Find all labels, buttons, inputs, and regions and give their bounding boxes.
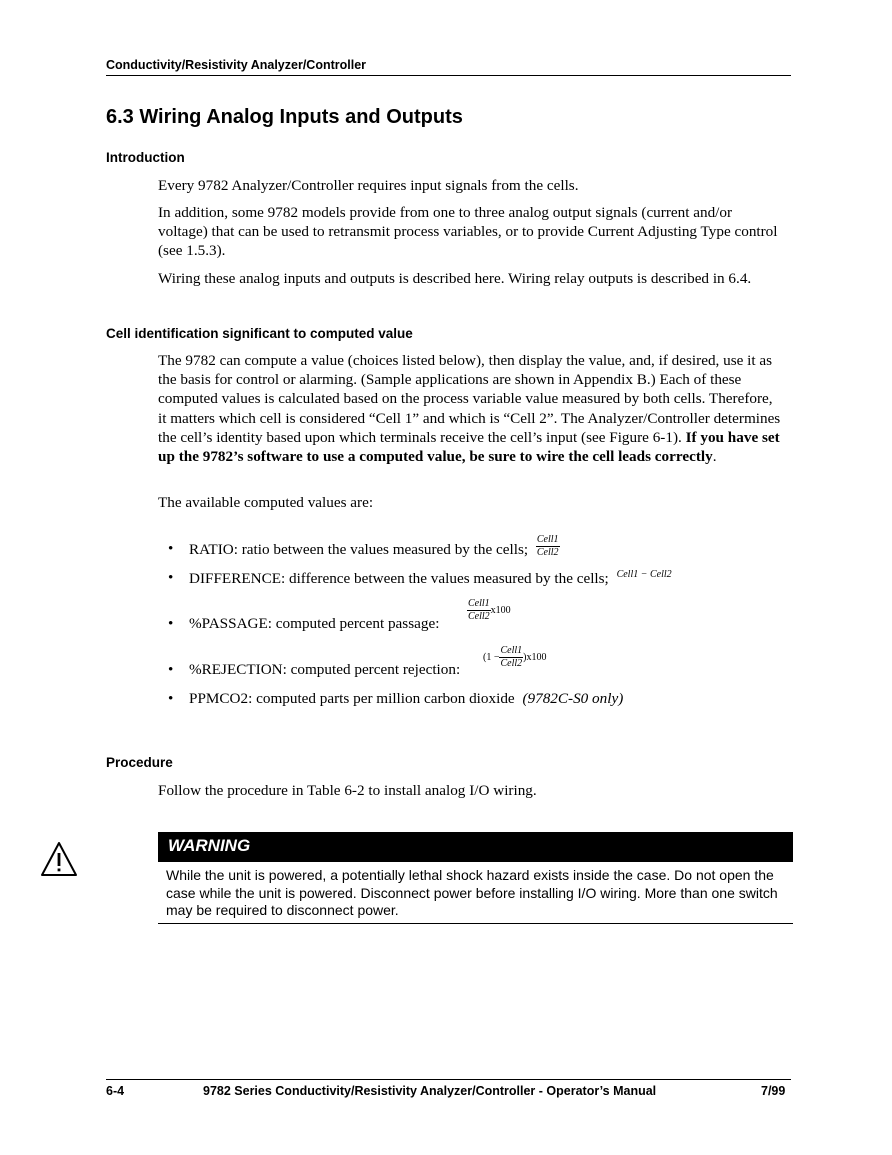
rejection-denominator: Cell2 [500, 658, 523, 669]
ratio-formula [536, 534, 560, 559]
computed-values-intro: The available computed values are: [158, 494, 374, 511]
footer-rule [106, 1079, 791, 1080]
warning-text: While the unit is powered, a potentially lethal shock hazard exists inside the case. Do not open the case while the unit is powered. Disconnect power before installing I/O wiring. More than one switch may be required to disconnect power. [166, 867, 778, 918]
ratio-text: RATIO: ratio between the values measured by the cells; [189, 541, 529, 558]
cell-identification-period: . [712, 448, 717, 466]
ratio-denominator: Cell2 [536, 547, 559, 558]
cell-identification-heading: Cell identification significant to computed value [106, 326, 413, 341]
rejection-text: %REJECTION: computed percent rejection: [189, 661, 461, 678]
bullet-passage: • [168, 615, 174, 632]
intro-paragraph-2: In addition, some 9782 models provide from one to three analog output signals (current and/or voltage) that can be used to retransmit process variables, or to provide Current Adjusting Type control (see 1.5.3). [158, 204, 778, 260]
cell-identification-paragraph [158, 351, 783, 466]
ratio-item [189, 522, 560, 559]
bullet-rejection: • [168, 661, 174, 678]
footer-date: 7/99 [761, 1084, 786, 1098]
rejection-formula [483, 645, 547, 670]
intro-paragraph-3: Wiring these analog inputs and outputs is described here. Wiring relay outputs is described in 6.4. [158, 270, 752, 287]
procedure-paragraph: Follow the procedure in Table 6-2 to install analog I/O wiring. [158, 782, 537, 799]
warning-title-bar [158, 832, 793, 862]
passage-numerator: Cell1 [468, 598, 490, 609]
section-title: 6.3 Wiring Analog Inputs and Outputs [106, 106, 463, 128]
procedure-heading: Procedure [106, 755, 173, 770]
warning-bottom-rule [158, 923, 793, 924]
intro-paragraph-1: Every 9782 Analyzer/Controller requires input signals from the cells. [158, 177, 579, 194]
introduction-heading: Introduction [106, 150, 185, 165]
passage-denominator: Cell2 [468, 611, 490, 622]
difference-item [189, 569, 672, 588]
ratio-numerator: Cell1 [536, 534, 559, 545]
running-header: Conductivity/Resistivity Analyzer/Controller [106, 58, 367, 72]
rejection-multiplier: )x100 [523, 652, 547, 663]
cell-identification-bold-text: If you have set up the 9782’s software to use a computed value, be sure to wire the cell leads correctly [158, 428, 780, 466]
passage-item [189, 615, 439, 633]
ppmco2-note: (9782C-S0 only) [522, 690, 624, 707]
warning-triangle-icon [40, 841, 78, 877]
rejection-fraction [499, 645, 523, 670]
passage-text: %PASSAGE: computed percent passage: [189, 615, 440, 632]
ppmco2-item [189, 690, 623, 708]
footer-manual-title: 9782 Series Conductivity/Resistivity Analyzer/Controller - Operator’s Manual [203, 1084, 657, 1098]
cell-identification-text: The 9782 can compute a value (choices listed below), then display the value, and, if desired, use it as the basis for control or alarming. (Sample applications are shown in Appendix B.) Each of these computed values is calculated based on the process variable value measured by both cells. Therefore, it matters which cell is considered “Cell 1” and which is “Cell 2”. The Analyzer/Controller determines the cell’s identity based upon which terminals receive the cell’s input (see Figure 6-1). [158, 352, 781, 446]
bullet-ppmco2: • [168, 690, 174, 707]
bullet-ratio: • [168, 540, 174, 557]
difference-text: DIFFERENCE: difference between the values measured by the cells; [189, 570, 609, 587]
bullet-difference: • [168, 569, 174, 586]
difference-formula: Cell1 − Cell2 [616, 569, 672, 580]
warning-title: WARNING [168, 836, 251, 855]
passage-multiplier: x100 [490, 605, 511, 616]
passage-formula [467, 598, 511, 623]
rejection-item [189, 661, 460, 679]
rejection-prefix: (1 − [483, 652, 500, 663]
footer-page-number: 6-4 [106, 1084, 125, 1098]
rejection-numerator: Cell1 [500, 645, 523, 656]
passage-fraction [467, 598, 491, 623]
header-rule [106, 75, 791, 76]
ppmco2-text: PPMCO2: computed parts per million carbon dioxide [189, 690, 519, 707]
